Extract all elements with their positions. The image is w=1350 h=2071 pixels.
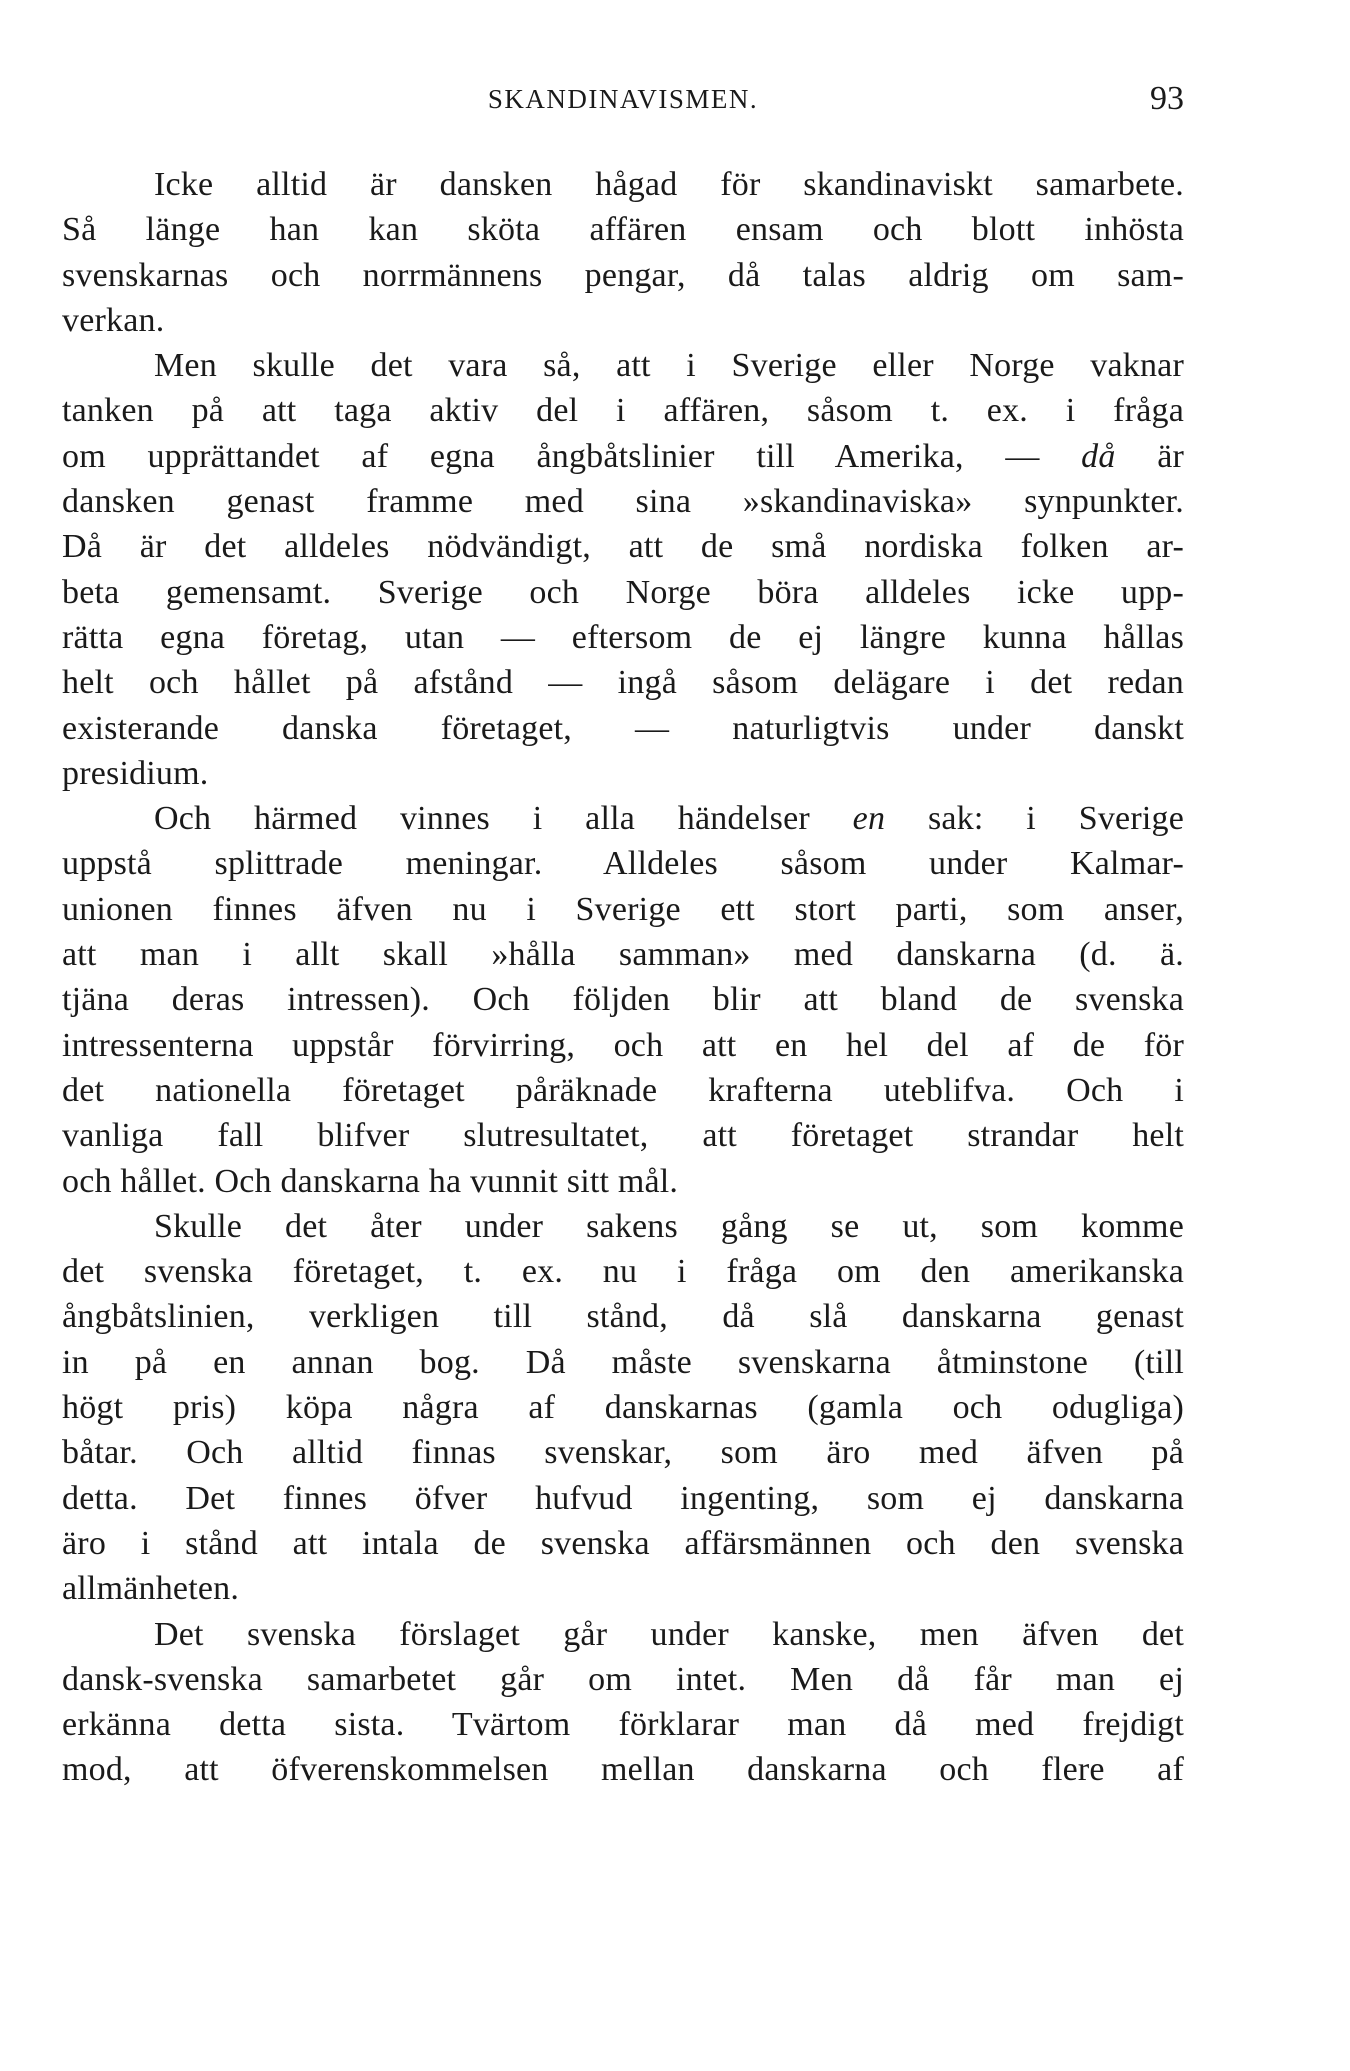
text-segment: Och härmed vinnes i alla händelser bbox=[154, 800, 853, 838]
text-segment: är bbox=[1115, 437, 1185, 475]
page-number: 93 bbox=[1150, 80, 1184, 117]
running-title: SKANDINAVISMEN. bbox=[487, 84, 759, 114]
text-line: uppstå splittrade meningar. Alldeles såsom under Kalmar- bbox=[62, 845, 1184, 883]
text-line: äro i stånd att intala de svenska affärsmännen och den svenska bbox=[62, 1524, 1184, 1562]
text-line: det svenska företaget, t. ex. nu i fråga om den amerikanska bbox=[62, 1253, 1184, 1291]
text-line: det nationella företaget påräknade krafterna uteblifva. Och i bbox=[62, 1071, 1184, 1109]
emphasized-word: en bbox=[852, 800, 886, 838]
text-line: Så länge han kan sköta affären ensam och blott inhösta bbox=[62, 211, 1184, 249]
text-line: in på en annan bog. Då måste svenskarna åtminstone (till bbox=[62, 1343, 1184, 1381]
text-line: Då är det alldeles nödvändigt, att de små nordiska folken ar- bbox=[62, 528, 1184, 566]
text-line: ångbåtslinien, verkligen till stånd, då slå danskarna genast bbox=[62, 1298, 1184, 1336]
text-line: vanliga fall blifver slutresultatet, att företaget strandar helt bbox=[62, 1117, 1184, 1155]
text-line: Icke alltid är dansken hågad för skandinaviskt samarbete. bbox=[154, 166, 1184, 203]
text-line: allmänheten. bbox=[62, 1570, 240, 1608]
text-line: unionen finnes äfven nu i Sverige ett stort parti, som anser, bbox=[62, 890, 1184, 928]
text-line: mod, att öfverenskommelsen mellan danskarna och flere af bbox=[62, 1751, 1184, 1789]
text-line: svenskarnas och norrmännens pengar, då talas aldrig om sam- bbox=[62, 256, 1184, 294]
text-line: högt pris) köpa några af danskarnas (gamla och odugliga) bbox=[62, 1389, 1184, 1427]
text-line: tanken på att taga aktiv del i affären, såsom t. ex. i fråga bbox=[62, 392, 1184, 430]
text-line: dansk-svenska samarbetet går om intet. Men då får man ej bbox=[62, 1660, 1184, 1698]
text-segment: om upprättandet af egna ångbåtslinier till Amerika, — bbox=[62, 437, 1082, 475]
text-line: verkan. bbox=[62, 301, 165, 339]
text-line: presidium. bbox=[62, 754, 209, 792]
text-line: tjäna deras intressen). Och följden blir att bland de svenska bbox=[62, 981, 1184, 1019]
page-header bbox=[62, 80, 1184, 128]
text-line: och hållet. Och danskarna ha vunnit sitt mål. bbox=[62, 1162, 679, 1200]
text-line bbox=[62, 434, 1184, 479]
text-line: helt och hållet på afstånd — ingå såsom delägare i det redan bbox=[62, 664, 1184, 702]
text-line: rätta egna företag, utan — eftersom de ej längre kunna hållas bbox=[62, 618, 1184, 656]
body-text bbox=[62, 162, 1184, 1793]
text-segment: sak: i Sverige bbox=[885, 800, 1185, 838]
text-line: båtar. Och alltid finnas svenskar, som äro med äfven på bbox=[62, 1434, 1184, 1472]
text-line: detta. Det finnes öfver hufvud ingenting, som ej danskarna bbox=[62, 1479, 1184, 1517]
text-line: Skulle det åter under sakens gång se ut, som komme bbox=[154, 1207, 1184, 1245]
text-line: Men skulle det vara så, att i Sverige eller Norge vaknar bbox=[154, 347, 1184, 385]
text-line: Det svenska förslaget går under kanske, men äfven det bbox=[154, 1615, 1184, 1653]
text-line: beta gemensamt. Sverige och Norge böra alldeles icke upp- bbox=[62, 573, 1184, 611]
text-line bbox=[62, 796, 1184, 841]
text-line: existerande danska företaget, — naturligtvis under danskt bbox=[62, 709, 1184, 747]
emphasized-word: då bbox=[1081, 437, 1116, 475]
text-line: dansken genast framme med sina »skandinaviska» synpunkter. bbox=[62, 483, 1184, 521]
text-line: att man i allt skall »hålla samman» med danskarna (d. ä. bbox=[62, 936, 1184, 974]
text-line: erkänna detta sista. Tvärtom förklarar man då med frejdigt bbox=[62, 1706, 1184, 1744]
text-line: intressenterna uppstår förvirring, och att en hel del af de för bbox=[62, 1026, 1184, 1064]
